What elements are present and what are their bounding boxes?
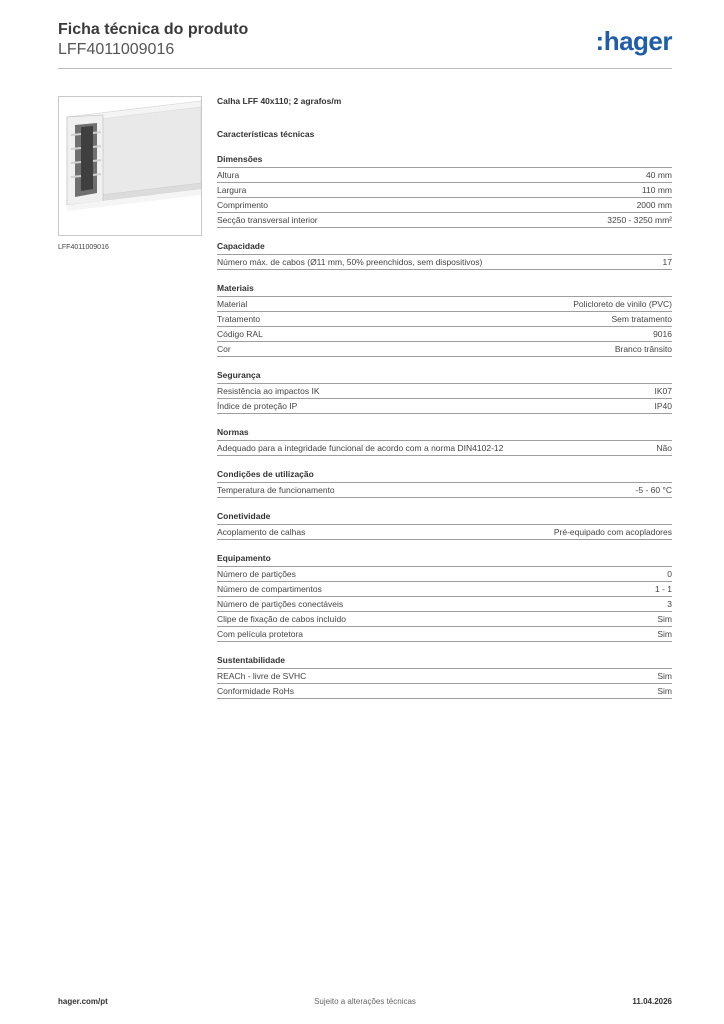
spec-value: 3250 - 3250 mm² (607, 214, 672, 225)
spec-section (217, 154, 672, 228)
spec-row (217, 441, 672, 456)
product-name: Calha LFF 40x110; 2 agrafos/m (217, 96, 342, 106)
hager-logo (596, 28, 672, 54)
spec-row (217, 342, 672, 357)
spec-value: Sim (657, 670, 672, 681)
spec-value: 9016 (653, 328, 672, 339)
spec-label: Cor (217, 343, 231, 354)
cable-trunking-illustration (59, 97, 201, 235)
spec-value: Policloreto de vinilo (PVC) (573, 298, 672, 309)
spec-value: 40 mm (646, 169, 672, 180)
section-title: Capacidade (217, 241, 672, 255)
section-title: Normas (217, 427, 672, 441)
spec-label: Altura (217, 169, 240, 180)
spec-row (217, 399, 672, 414)
spec-label: REACh - livre de SVHC (217, 670, 307, 681)
spec-row (217, 255, 672, 270)
spec-label: Acoplamento de calhas (217, 526, 306, 537)
header-divider (58, 68, 672, 69)
spec-section (217, 370, 672, 414)
section-title: Conetividade (217, 511, 672, 525)
spec-value: 17 (662, 256, 672, 267)
spec-value: Sim (657, 613, 672, 624)
spec-value: 2000 mm (636, 199, 672, 210)
spec-label: Secção transversal interior (217, 214, 318, 225)
spec-label: Número de partições (217, 568, 296, 579)
spec-row (217, 213, 672, 228)
spec-label: Tratamento (217, 313, 261, 324)
page-footer (58, 997, 672, 1009)
section-title: Condições de utilização (217, 469, 672, 483)
spec-value: 110 mm (641, 184, 672, 195)
spec-value: Sim (657, 628, 672, 639)
spec-sections (217, 154, 672, 699)
spec-label: Adequado para a integridade funcional de acordo com a norma DIN4102-12 (217, 442, 504, 453)
spec-value: Sim (657, 685, 672, 696)
spec-row (217, 684, 672, 699)
spec-section (217, 241, 672, 270)
spec-row (217, 312, 672, 327)
spec-label: Clipe de fixação de cabos incluído (217, 613, 346, 624)
spec-label: Resistência ao impactos IK (217, 385, 320, 396)
spec-row (217, 168, 672, 183)
spec-section (217, 511, 672, 540)
spec-row (217, 384, 672, 399)
spec-row (217, 567, 672, 582)
spec-row (217, 627, 672, 642)
spec-label: Número máx. de cabos (Ø11 mm, 50% preenchidos, sem dispositivos) (217, 256, 483, 267)
spec-label: Comprimento (217, 199, 269, 210)
section-title: Equipamento (217, 553, 672, 567)
spec-row (217, 327, 672, 342)
spec-value: 0 (667, 568, 672, 579)
spec-value: Não (656, 442, 672, 453)
page-header (58, 20, 672, 60)
spec-value: IP40 (654, 400, 672, 411)
spec-label: Número de partições conectáveis (217, 598, 344, 609)
image-caption: LFF4011009016 (58, 244, 109, 251)
spec-row (217, 612, 672, 627)
characteristics-heading: Características técnicas (217, 129, 315, 139)
section-title: Dimensões (217, 154, 672, 168)
spec-section (217, 283, 672, 357)
spec-row (217, 669, 672, 684)
spec-label: Temperatura de funcionamento (217, 484, 335, 495)
footer-website: hager.com/pt (58, 997, 108, 1006)
spec-label: Material (217, 298, 248, 309)
section-title: Segurança (217, 370, 672, 384)
product-code: LFF4011009016 (58, 41, 175, 58)
spec-row (217, 183, 672, 198)
spec-value: IK07 (654, 385, 672, 396)
section-title: Materiais (217, 283, 672, 297)
document-title: Ficha técnica do produto (58, 21, 249, 38)
spec-value: 1 - 1 (654, 583, 672, 594)
footer-date: 11.04.2026 (632, 997, 672, 1006)
spec-section (217, 427, 672, 456)
spec-row (217, 525, 672, 540)
spec-section (217, 553, 672, 642)
spec-label: Índice de proteção IP (217, 400, 298, 411)
section-title: Sustentabilidade (217, 655, 672, 669)
spec-section (217, 469, 672, 498)
spec-value: -5 - 60 °C (635, 484, 672, 495)
spec-row (217, 582, 672, 597)
spec-label: Código RAL (217, 328, 263, 339)
spec-section (217, 655, 672, 699)
logo-text: hager (603, 26, 672, 56)
spec-row (217, 597, 672, 612)
spec-content (217, 96, 672, 699)
spec-value: Branco trânsito (614, 343, 672, 354)
spec-label: Com película protetora (217, 628, 303, 639)
spec-value: Sem tratamento (611, 313, 672, 324)
spec-value: Pré-equipado com acopladores (553, 526, 672, 537)
spec-row (217, 198, 672, 213)
spec-label: Número de compartimentos (217, 583, 322, 594)
spec-value: 3 (667, 598, 672, 609)
footer-notice: Sujeito a alterações técnicas (314, 997, 416, 1006)
spec-label: Conformidade RoHs (217, 685, 295, 696)
spec-row (217, 483, 672, 498)
product-image (58, 96, 202, 236)
logo-prefix: : (595, 26, 604, 56)
spec-label: Largura (217, 184, 247, 195)
spec-row (217, 297, 672, 312)
